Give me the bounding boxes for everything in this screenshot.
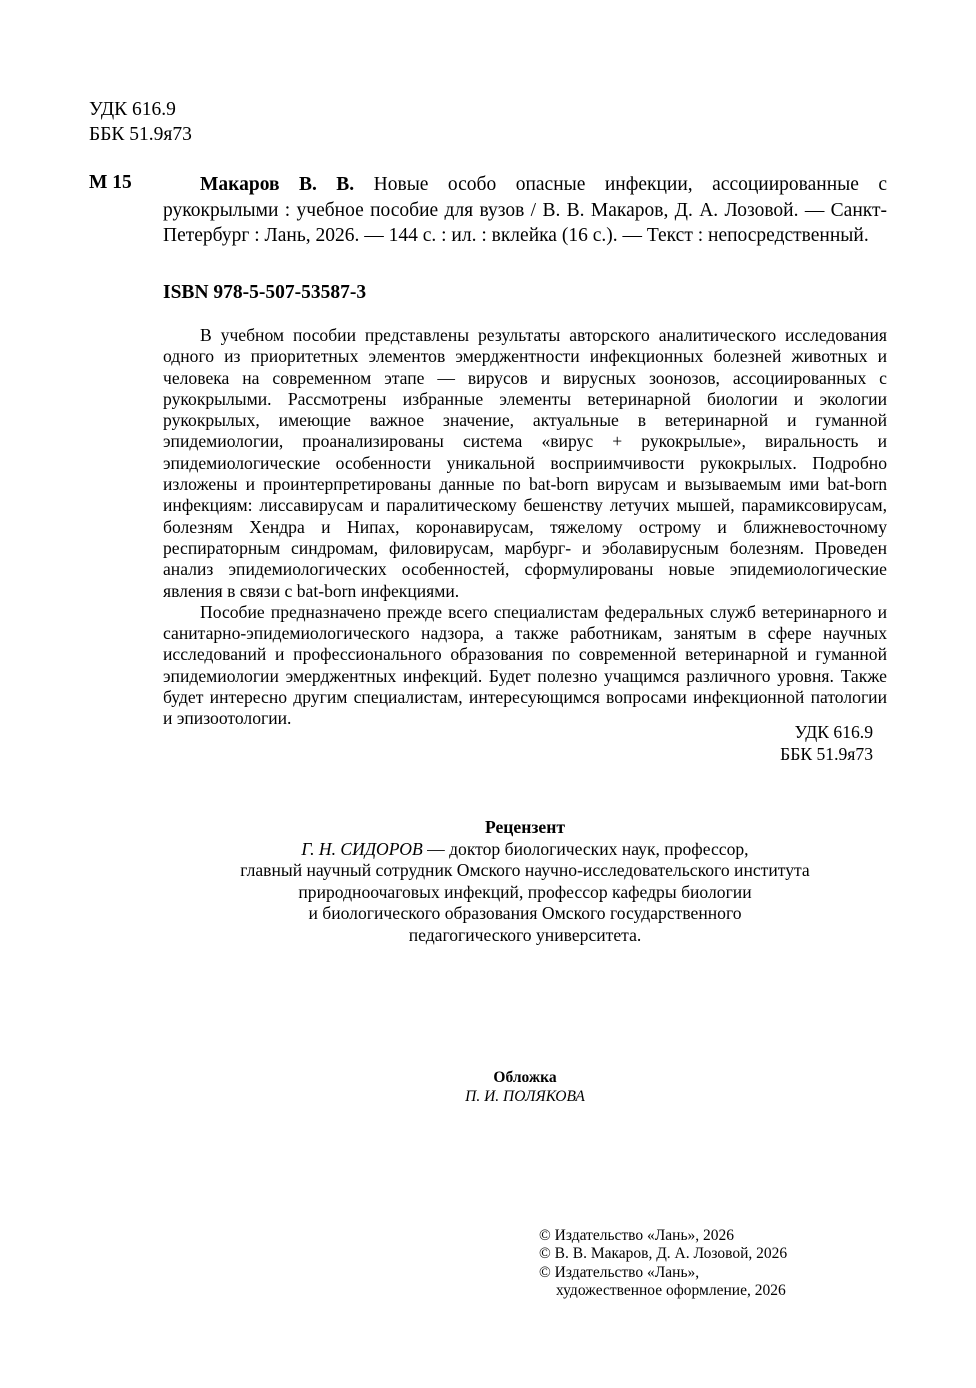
reviewer-line: педагогического университета. (408, 924, 642, 945)
reviewer-name: Г. Н. СИДОРОВ (301, 838, 423, 859)
copyright-block (539, 1227, 787, 1300)
copyright-line: © Издательство «Лань», (539, 1263, 700, 1281)
author-mark: М 15 (89, 172, 132, 193)
reviewer-line: природноочаговых инфекций, профессор кафедры биологии (298, 881, 752, 902)
isbn: ISBN 978-5-507-53587-3 (163, 282, 367, 303)
classification-codes-right (720, 721, 873, 765)
classification-codes (89, 97, 192, 147)
cover-title: Обложка (493, 1069, 557, 1086)
bibliographic-description: Новые особо опасные инфекции, ассоциированные с рукокрылыми : учебное пособие для вузов / В. В. Макаров, Д. А. Лозовой. — Санкт-Петербург : Лань, 2026. — 144 с. : ил. : вклейка (16 с.). — Текст : непосредственный. (163, 174, 888, 246)
udk-code: УДК 616.9 (794, 722, 873, 742)
reviewer-line: главный научный сотрудник Омского научно-исследовательского института (240, 860, 810, 880)
bbk-code: ББК 51.9я73 (89, 124, 192, 145)
bibliographic-record (163, 172, 887, 249)
cover-designer: П. И. ПОЛЯКОВА (465, 1088, 585, 1105)
reviewer-line: и биологического образования Омского государственного (308, 903, 742, 923)
cover-credit (163, 1068, 887, 1106)
reviewer-block (163, 817, 887, 946)
udk-code: УДК 616.9 (89, 99, 176, 120)
copyright-line: © В. В. Макаров, Д. А. Лозовой, 2026 (539, 1245, 788, 1263)
reviewer-credentials: — доктор биологических наук, профессор, (422, 838, 749, 859)
bbk-code: ББК 51.9я73 (780, 744, 873, 764)
abstract-paragraph: Пособие предназначено прежде всего специалистам федеральных служб ветеринарного и санитарно-эпидемиологического надзора, а также работникам, занятым в сфере научных исследований и профессионального образования по современной ветеринарной и гуманной эпидемиологии эмерджентных инфекций. Будет полезно учащимся различного уровня. Также будет интересно другим специалистам, интересующимся вопросами инфекционной патологии и эпизоотологии. (163, 601, 887, 729)
reviewer-title: Рецензент (484, 817, 566, 837)
abstract (163, 325, 887, 730)
author-name: Макаров В. В. (200, 174, 355, 195)
abstract-paragraph: В учебном пособии представлены результаты авторского аналитического исследования одного из приоритетных элементов эмерджентности инфекционных болезней животных и человека на современном этапе — вирусов и вирусных зоонозов, ассоциированных с рукокрылыми. Рассмотрены избранные элементы ветеринарной биологии и экологии рукокрылых, имеющие важное значение, актуальные в ветеринарной и гуманной эпидемиологии, проанализированы система «вирус + рукокрылые», виральность и эпидемиологические особенности уникальной восприимчивости рукокрылых. Подробно изложены и проинтерпретированы данные по bat-born вирусам и вызываемым ими bat-born инфекциям: лиссавирусам и паралитическому бешенству летучих мышей, парамиксовирусам, болезням Хендра и Нипах, коронавирусам, тяжелому острому и ближневосточному респираторным синдромам, филовирусам, марбург- и эболавирусным болезням. Проведен анализ эпидемиологических особенностей, сформулированы новые эпидемиологические явления в связи с bat-born инфекциями. (163, 325, 887, 601)
copyright-line: художественное оформление, 2026 (556, 1281, 786, 1299)
reviewer-line (163, 839, 887, 861)
copyright-line: © Издательство «Лань», 2026 (539, 1227, 735, 1244)
